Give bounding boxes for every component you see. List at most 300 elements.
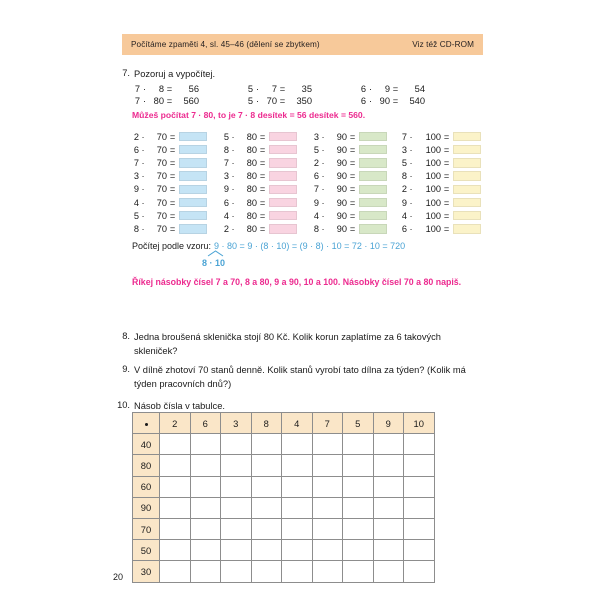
multiplication-dot-icon: · (231, 223, 235, 234)
equals-sign: = (259, 210, 266, 221)
equals-sign: = (259, 144, 266, 155)
operand-b: 80 (246, 184, 257, 195)
practice-row (222, 143, 297, 156)
multiplication-dot-icon: · (231, 184, 235, 195)
practice-expression (312, 198, 358, 208)
table-cell[interactable] (343, 434, 374, 455)
table-cell[interactable] (282, 434, 313, 455)
table-cell[interactable] (251, 518, 282, 539)
practice-row (132, 222, 207, 235)
multiplication-dot-icon: · (142, 96, 147, 107)
equation-cell (358, 83, 471, 95)
worked-example-label: Počítej podle vzoru: (132, 241, 212, 251)
table-cell[interactable] (312, 561, 343, 582)
answer-box[interactable] (179, 132, 207, 141)
multiplication-dot-icon: · (231, 144, 235, 155)
answer-box[interactable] (269, 224, 297, 233)
multiplication-dot-icon: · (141, 197, 145, 208)
table-cell[interactable] (373, 518, 404, 539)
practice-expression (222, 171, 268, 181)
equation-operand-b: 80 (153, 96, 164, 107)
answer-box[interactable] (453, 132, 481, 141)
answer-box[interactable] (179, 171, 207, 180)
practice-expression (400, 145, 452, 155)
equals-sign: = (443, 197, 450, 208)
practice-expression (132, 171, 178, 181)
equation-operand-b: 90 (379, 96, 390, 107)
table-column-header: 4 (282, 413, 313, 434)
practice-row (222, 222, 297, 235)
operand-a: 6 (401, 223, 407, 234)
answer-box[interactable] (359, 158, 387, 167)
practice-row (222, 130, 297, 143)
table-row (133, 518, 435, 539)
exercise-8-number: 8. (122, 331, 130, 341)
answer-box[interactable] (359, 211, 387, 220)
answer-box[interactable] (269, 185, 297, 194)
table-cell[interactable] (160, 455, 191, 476)
exercise-9-text: V dílně zhotoví 70 stanů denně. Kolik stanů vyrobí tato dílna za týden? (Kolik má týden pracovních dnů?) (134, 365, 466, 389)
table-cell[interactable] (282, 455, 313, 476)
answer-box[interactable] (179, 224, 207, 233)
multiplication-dot-icon: · (141, 171, 145, 182)
exercise-7-instruction: Říkej násobky čísel 7 a 70, 8 a 80, 9 a 90, 10 a 100. Násobky čísel 70 a 80 napiš. (132, 277, 462, 287)
answer-box[interactable] (269, 132, 297, 141)
table-row (133, 455, 435, 476)
operand-b: 90 (336, 197, 347, 208)
practice-column-90 (312, 130, 387, 236)
practice-expression (132, 158, 178, 168)
practice-expression (222, 158, 268, 168)
table-column-header: 5 (343, 413, 374, 434)
equals-sign: = (169, 171, 176, 182)
multiplication-dot-icon: · (409, 197, 413, 208)
exercise-7-pink-note: Můžeš počítat 7 · 80, to je 7 · 8 desítek = 56 desítek = 560. (132, 110, 366, 120)
answer-box[interactable] (179, 185, 207, 194)
table-cell[interactable] (282, 561, 313, 582)
operand-b: 100 (425, 157, 441, 168)
equals-sign: = (443, 157, 450, 168)
exercise-9-number: 9. (122, 364, 130, 374)
table-cell[interactable] (221, 434, 252, 455)
multiplication-dot-icon: · (368, 96, 373, 107)
table-cell[interactable] (251, 476, 282, 497)
operand-b: 80 (246, 197, 257, 208)
answer-box[interactable] (179, 145, 207, 154)
operand-a: 6 (223, 197, 229, 208)
operand-b: 100 (425, 144, 441, 155)
answer-box[interactable] (269, 158, 297, 167)
multiplication-dot-icon: · (321, 210, 325, 221)
header-right-text: Viz též CD-ROM (412, 40, 474, 49)
operand-b: 100 (425, 210, 441, 221)
table-column-header: 8 (251, 413, 282, 434)
operand-b: 70 (156, 157, 167, 168)
multiplication-dot-icon: · (231, 171, 235, 182)
table-cell[interactable] (373, 497, 404, 518)
practice-expression (312, 145, 358, 155)
table-cell[interactable] (190, 497, 221, 518)
practice-row (400, 156, 481, 169)
equals-sign: = (169, 223, 176, 234)
operand-b: 80 (246, 144, 257, 155)
equation-operand-b: 70 (266, 96, 277, 107)
equation-operand-a: 7 (134, 84, 140, 94)
table-cell[interactable] (251, 455, 282, 476)
multiplication-dot-icon: · (321, 184, 325, 195)
table-cell[interactable] (221, 540, 252, 561)
operand-a: 7 (401, 131, 407, 142)
equals-sign: = (443, 223, 450, 234)
answer-box[interactable] (359, 145, 387, 154)
table-cell[interactable] (251, 540, 282, 561)
table-row (133, 561, 435, 582)
practice-row (400, 170, 481, 183)
table-cell[interactable] (373, 455, 404, 476)
table-row (133, 434, 435, 455)
practice-expression (132, 132, 178, 142)
operand-a: 3 (313, 131, 319, 142)
equation-cell (358, 95, 471, 107)
answer-box[interactable] (359, 198, 387, 207)
operand-a: 8 (313, 223, 319, 234)
equals-sign: = (443, 184, 450, 195)
equals-sign: = (349, 144, 356, 155)
table-cell[interactable] (160, 497, 191, 518)
table-cell[interactable] (251, 561, 282, 582)
answer-box[interactable] (359, 171, 387, 180)
exercise-7-equation-grid (132, 83, 472, 108)
operand-a: 9 (401, 197, 407, 208)
operand-a: 3 (223, 171, 229, 182)
practice-expression (222, 211, 268, 221)
table-cell[interactable] (282, 476, 313, 497)
worked-example-formula: 9 · 80 = 9 · (8 · 10) = (9 · 8) · 10 = 72 · 10 = 720 (214, 241, 406, 251)
table-cell[interactable] (190, 540, 221, 561)
table-cell[interactable] (190, 434, 221, 455)
multiplication-dot-icon: · (255, 84, 260, 94)
practice-expression (400, 158, 452, 168)
table-column-header: 10 (404, 413, 435, 434)
operand-a: 2 (223, 223, 229, 234)
equation-operand-a: 6 (360, 96, 366, 107)
answer-box[interactable] (453, 171, 481, 180)
answer-box[interactable] (269, 211, 297, 220)
table-column-header: 2 (160, 413, 191, 434)
practice-expression (312, 158, 358, 168)
table-cell[interactable] (404, 518, 435, 539)
practice-row (132, 170, 207, 183)
practice-row (312, 130, 387, 143)
table-cell[interactable] (312, 455, 343, 476)
answer-box[interactable] (359, 224, 387, 233)
practice-row (312, 209, 387, 222)
equation-operand-b: 7 (271, 84, 277, 94)
equation-row (132, 95, 472, 107)
operand-a: 7 (313, 184, 319, 195)
equation-operand-b: 8 (158, 84, 164, 94)
equals-sign: = (443, 171, 450, 182)
practice-expression (400, 132, 452, 142)
equals-sign: = (166, 84, 173, 94)
operand-a: 4 (133, 197, 139, 208)
answer-box[interactable] (453, 198, 481, 207)
table-cell[interactable] (282, 540, 313, 561)
table-cell[interactable] (404, 540, 435, 561)
operand-a: 3 (133, 171, 139, 182)
table-cell[interactable] (312, 497, 343, 518)
table-cell[interactable] (312, 476, 343, 497)
equals-sign: = (259, 157, 266, 168)
practice-expression (222, 184, 268, 194)
practice-row (400, 209, 481, 222)
answer-box[interactable] (453, 145, 481, 154)
table-cell[interactable] (404, 476, 435, 497)
answer-box[interactable] (269, 171, 297, 180)
equals-sign: = (349, 184, 356, 195)
table-cell[interactable] (160, 434, 191, 455)
table-cell[interactable] (343, 561, 374, 582)
equals-sign: = (443, 210, 450, 221)
table-cell[interactable] (404, 434, 435, 455)
equation-row (132, 83, 472, 95)
operand-a: 9 (223, 184, 229, 195)
multiplication-dot-icon: · (321, 223, 325, 234)
equals-sign: = (169, 131, 176, 142)
equation-result: 54 (414, 84, 425, 94)
practice-expression (222, 224, 268, 234)
practice-columns (132, 130, 482, 238)
multiplication-dot-icon: · (368, 84, 373, 94)
table-cell[interactable] (221, 518, 252, 539)
table-cell[interactable] (343, 540, 374, 561)
operand-b: 100 (425, 223, 441, 234)
table-cell[interactable] (160, 561, 191, 582)
operand-b: 90 (336, 131, 347, 142)
answer-box[interactable] (269, 198, 297, 207)
multiplication-table (132, 412, 435, 583)
multiplication-dot-icon: · (141, 210, 145, 221)
table-cell[interactable] (221, 561, 252, 582)
practice-expression (312, 211, 358, 221)
table-row-header: 60 (133, 476, 160, 497)
equals-sign: = (392, 96, 399, 107)
multiplication-dot-icon: · (321, 144, 325, 155)
operand-a: 6 (133, 144, 139, 155)
operand-b: 90 (336, 210, 347, 221)
practice-row (400, 130, 481, 143)
equation-cell (245, 95, 358, 107)
operand-a: 4 (313, 210, 319, 221)
multiplication-dot-icon: · (409, 210, 413, 221)
exercise-10-number: 10. (117, 400, 130, 410)
equals-sign: = (279, 84, 286, 94)
table-cell[interactable] (190, 518, 221, 539)
multiplication-dot-icon: · (321, 131, 325, 142)
equation-result: 35 (301, 84, 312, 94)
table-corner-cell (133, 413, 160, 434)
practice-row (132, 209, 207, 222)
practice-row (222, 183, 297, 196)
answer-box[interactable] (179, 211, 207, 220)
multiplication-dot-icon: · (231, 131, 235, 142)
practice-expression (312, 132, 358, 142)
operand-a: 2 (133, 131, 139, 142)
operand-a: 8 (133, 223, 139, 234)
operand-b: 70 (156, 223, 167, 234)
table-cell[interactable] (312, 540, 343, 561)
table-row (133, 497, 435, 518)
table-cell[interactable] (343, 476, 374, 497)
table-cell[interactable] (373, 434, 404, 455)
practice-expression (132, 198, 178, 208)
multiplication-dot-icon: · (141, 223, 145, 234)
operand-a: 5 (223, 131, 229, 142)
answer-box[interactable] (453, 185, 481, 194)
equals-sign: = (166, 96, 173, 107)
practice-row (400, 196, 481, 209)
table-cell[interactable] (404, 455, 435, 476)
table-cell[interactable] (282, 497, 313, 518)
table-cell[interactable] (404, 561, 435, 582)
practice-column-100 (400, 130, 481, 236)
header-left-text: Počítáme zpaměti 4, sl. 45–46 (dělení se zbytkem) (131, 40, 320, 49)
answer-box[interactable] (269, 145, 297, 154)
practice-row (222, 209, 297, 222)
operand-b: 70 (156, 184, 167, 195)
answer-box[interactable] (179, 158, 207, 167)
table-cell[interactable] (312, 434, 343, 455)
equals-sign: = (279, 96, 286, 107)
worked-example-decomposition: 8 · 10 (202, 258, 226, 268)
practice-expression (400, 171, 452, 181)
operand-a: 8 (223, 144, 229, 155)
table-cell[interactable] (190, 455, 221, 476)
table-row-header: 40 (133, 434, 160, 455)
operand-b: 70 (156, 171, 167, 182)
equals-sign: = (349, 223, 356, 234)
answer-box[interactable] (359, 185, 387, 194)
operand-b: 70 (156, 131, 167, 142)
table-cell[interactable] (160, 540, 191, 561)
operand-b: 80 (246, 223, 257, 234)
practice-row (400, 222, 481, 235)
table-row-header: 50 (133, 540, 160, 561)
equals-sign: = (169, 157, 176, 168)
multiplication-dot-icon: · (255, 96, 260, 107)
table-cell[interactable] (160, 476, 191, 497)
operand-b: 100 (425, 184, 441, 195)
multiplication-dot-icon: · (409, 144, 413, 155)
operand-a: 7 (133, 157, 139, 168)
equals-sign: = (349, 210, 356, 221)
table-row-header: 80 (133, 455, 160, 476)
practice-expression (132, 211, 178, 221)
table-column-header: 3 (221, 413, 252, 434)
operand-b: 70 (156, 210, 167, 221)
table-cell[interactable] (373, 540, 404, 561)
operand-b: 100 (425, 131, 441, 142)
equals-sign: = (259, 184, 266, 195)
multiplication-dot-icon: · (409, 184, 413, 195)
table-cell[interactable] (190, 561, 221, 582)
answer-box[interactable] (453, 224, 481, 233)
table-cell[interactable] (373, 476, 404, 497)
table-cell[interactable] (251, 497, 282, 518)
operand-a: 3 (401, 144, 407, 155)
exercise-10-title: Násob čísla v tabulce. (134, 401, 225, 411)
practice-row (132, 156, 207, 169)
answer-box[interactable] (453, 211, 481, 220)
practice-row (132, 143, 207, 156)
answer-box[interactable] (359, 132, 387, 141)
table-cell[interactable] (404, 497, 435, 518)
table-cell[interactable] (282, 518, 313, 539)
equals-sign: = (169, 197, 176, 208)
practice-row (132, 130, 207, 143)
practice-row (222, 156, 297, 169)
table-cell[interactable] (343, 455, 374, 476)
table-cell[interactable] (221, 476, 252, 497)
table-cell[interactable] (221, 455, 252, 476)
operand-a: 2 (313, 157, 319, 168)
equation-result: 350 (296, 96, 312, 107)
operand-b: 70 (156, 144, 167, 155)
practice-expression (400, 184, 452, 194)
operand-b: 100 (425, 171, 441, 182)
operand-b: 90 (336, 157, 347, 168)
table-cell[interactable] (343, 497, 374, 518)
operand-b: 90 (336, 184, 347, 195)
operand-a: 9 (133, 184, 139, 195)
equals-sign: = (443, 131, 450, 142)
equals-sign: = (349, 171, 356, 182)
table-cell[interactable] (251, 434, 282, 455)
multiplication-dot-icon: · (141, 144, 145, 155)
practice-expression (400, 224, 452, 234)
equals-sign: = (169, 210, 176, 221)
practice-expression (132, 224, 178, 234)
equals-sign: = (169, 184, 176, 195)
table-cell[interactable] (190, 476, 221, 497)
equation-operand-a: 6 (360, 84, 366, 94)
operand-a: 5 (133, 210, 139, 221)
answer-box[interactable] (179, 198, 207, 207)
table-cell[interactable] (312, 518, 343, 539)
practice-row (400, 143, 481, 156)
equation-operand-a: 5 (247, 84, 253, 94)
worked-example (132, 241, 405, 251)
equation-cell (132, 95, 245, 107)
multiplication-dot-icon: · (321, 171, 325, 182)
practice-expression (132, 184, 178, 194)
decomposition-caret-icon (207, 250, 224, 257)
practice-row (312, 156, 387, 169)
table-column-header: 7 (312, 413, 343, 434)
practice-expression (312, 184, 358, 194)
practice-expression (312, 171, 358, 181)
table-cell[interactable] (221, 497, 252, 518)
equation-operand-a: 7 (134, 96, 140, 107)
table-row-header: 30 (133, 561, 160, 582)
table-cell[interactable] (373, 561, 404, 582)
table-cell[interactable] (160, 518, 191, 539)
operand-a: 8 (401, 171, 407, 182)
table-cell[interactable] (343, 518, 374, 539)
answer-box[interactable] (453, 158, 481, 167)
multiplication-dot-icon: · (409, 157, 413, 168)
operand-a: 4 (401, 210, 407, 221)
